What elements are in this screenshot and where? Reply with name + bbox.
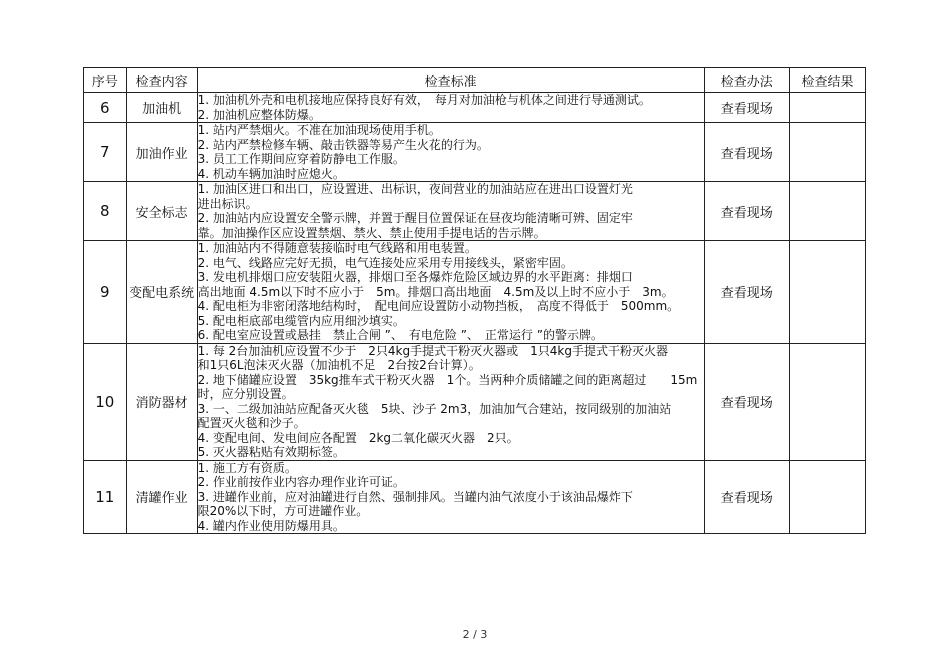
standard-line: 2. 作业前按作业内容办理作业许可证。 bbox=[197, 475, 405, 489]
standard-line: 4. 配电柜为非密闭落地结构时， 配电间应设置防小动物挡板， 高度不得低于 500mm。 bbox=[197, 299, 680, 313]
row-method: 查看现场 bbox=[704, 123, 789, 182]
row-result bbox=[789, 343, 865, 460]
standard-line: 5. 配电柜底部电缆管内应用细沙填实。 bbox=[197, 313, 405, 328]
standard-line: 1. 施工方有资质。 bbox=[197, 460, 297, 475]
standard-line: 配置灭火毯和沙子。 bbox=[197, 416, 306, 430]
standard-line: 4. 罐内作业使用防爆用具。 bbox=[197, 518, 345, 533]
standard-line: 1. 加油机外壳和电机接地应保持良好有效， 每月对加油枪与机体之间进行导通测试。 bbox=[197, 93, 651, 107]
row-number: 11 bbox=[84, 460, 127, 534]
standard-line: 3. 进罐作业前，应对油罐进行自然、强制排风。当罐内油气浓度小于该油品爆炸下 bbox=[197, 489, 633, 504]
table-row bbox=[84, 93, 866, 123]
standard-line: 1. 站内严禁烟火。不准在加油现场使用手机。 bbox=[197, 123, 441, 137]
row-number: 6 bbox=[84, 93, 127, 123]
standard-line: 6. 配电室应设置或悬挂 禁止合闸 ”、 有电危险 ”、 正常运行 ”的警示牌。 bbox=[197, 328, 603, 342]
standard-line: 和1只6L泡沫灭火器（加油机不足 2台按2台计算）。 bbox=[197, 358, 481, 372]
standard-line: 5. 灭火器粘贴有效期标签。 bbox=[197, 445, 345, 459]
header-method: 检查办法 bbox=[704, 68, 789, 93]
header-result: 检查结果 bbox=[789, 68, 865, 93]
row-result bbox=[789, 182, 865, 241]
row-method: 查看现场 bbox=[704, 343, 789, 460]
row-standard bbox=[197, 123, 704, 182]
standard-line: 4. 变配电间、发电间应各配置 2kg二氧化碳灭火器 2只。 bbox=[197, 430, 519, 445]
standard-line: 时，应分别设置。 bbox=[197, 387, 294, 401]
row-result bbox=[789, 241, 865, 344]
row-number: 9 bbox=[84, 241, 127, 344]
row-item: 消防器材 bbox=[126, 343, 197, 460]
standard-line: 1. 加油区进口和出口，应设置进、出标识，夜间营业的加油站应在进出口设置灯光 bbox=[197, 182, 633, 196]
row-result bbox=[789, 460, 865, 534]
standard-line: 进出标识。 bbox=[197, 196, 258, 211]
row-number: 10 bbox=[84, 343, 127, 460]
standard-line: 1. 每 2台加油机应设置不少于 2只4kg手提式干粉灭火器或 1只4kg手提式干粉灭火器 bbox=[197, 343, 668, 358]
row-item: 安全标志 bbox=[126, 182, 197, 241]
standard-line: 3. 发电机排烟口应安装阻火器，排烟口至各爆炸危险区域边界的水平距离：排烟口 bbox=[197, 270, 633, 284]
inspection-table bbox=[83, 67, 866, 534]
standard-line: 3. 一、二级加油站应配备灭火毯 5块、沙子 2m3，加油加气合建站，按同级别的加油站 bbox=[197, 401, 672, 416]
standard-line: 1. 加油站内不得随意装接临时电气线路和用电装置。 bbox=[197, 241, 477, 255]
row-standard bbox=[197, 241, 704, 344]
standard-line: 3. 员工工作期间应穿着防静电工作服。 bbox=[197, 152, 405, 166]
row-standard bbox=[197, 182, 704, 241]
row-method: 查看现场 bbox=[704, 241, 789, 344]
standard-line: 4. 机动车辆加油时应熄火。 bbox=[197, 166, 345, 181]
table-row bbox=[84, 182, 866, 241]
table-row bbox=[84, 123, 866, 182]
row-item: 清罐作业 bbox=[126, 460, 197, 534]
header-content: 检查内容 bbox=[126, 68, 197, 93]
row-number: 8 bbox=[84, 182, 127, 241]
header-row bbox=[84, 68, 866, 93]
standard-line: 高出地面 4.5m以下时不应小于 5m。排烟口高出地面 4.5m及以上时不应小于 3m。 bbox=[197, 284, 674, 299]
table-row bbox=[84, 343, 866, 460]
table-row bbox=[84, 241, 866, 344]
standard-line: 2. 站内严禁检修车辆、敲击铁器等易产生火花的行为。 bbox=[197, 137, 489, 152]
standard-line: 2. 加油机应整体防爆。 bbox=[197, 107, 321, 122]
standard-line: 2. 地下储罐应设置 35kg推车式干粉灭火器 1个。当两种介质储罐之间的距离超过 15m bbox=[197, 372, 698, 387]
standard-line: 2. 加油站内应设置安全警示牌，并置于醒目位置保证在昼夜均能清晰可辨、固定牢 bbox=[197, 211, 633, 225]
row-method: 查看现场 bbox=[704, 460, 789, 534]
row-standard bbox=[197, 460, 704, 534]
row-result bbox=[789, 93, 865, 123]
row-item: 加油作业 bbox=[126, 123, 197, 182]
row-method: 查看现场 bbox=[704, 93, 789, 123]
row-result bbox=[789, 123, 865, 182]
standard-line: 2. 电气、线路应完好无损，电气连接处应采用专用接线头，紧密牢固。 bbox=[197, 255, 573, 270]
header-number: 序号 bbox=[84, 68, 127, 93]
row-item: 加油机 bbox=[126, 93, 197, 123]
header-standard: 检查标准 bbox=[197, 68, 704, 93]
row-method: 查看现场 bbox=[704, 182, 789, 241]
row-number: 7 bbox=[84, 123, 127, 182]
page-number: 2 / 3 bbox=[462, 628, 488, 641]
table-row bbox=[84, 460, 866, 534]
row-standard bbox=[197, 343, 704, 460]
standard-line: 限20%以下时，方可进罐作业。 bbox=[197, 504, 369, 518]
standard-line: 靠。加油操作区应设置禁烟、禁火、禁止使用手提电话的告示牌。 bbox=[197, 225, 546, 240]
row-item: 变配电系统 bbox=[126, 241, 197, 344]
row-standard bbox=[197, 93, 704, 123]
